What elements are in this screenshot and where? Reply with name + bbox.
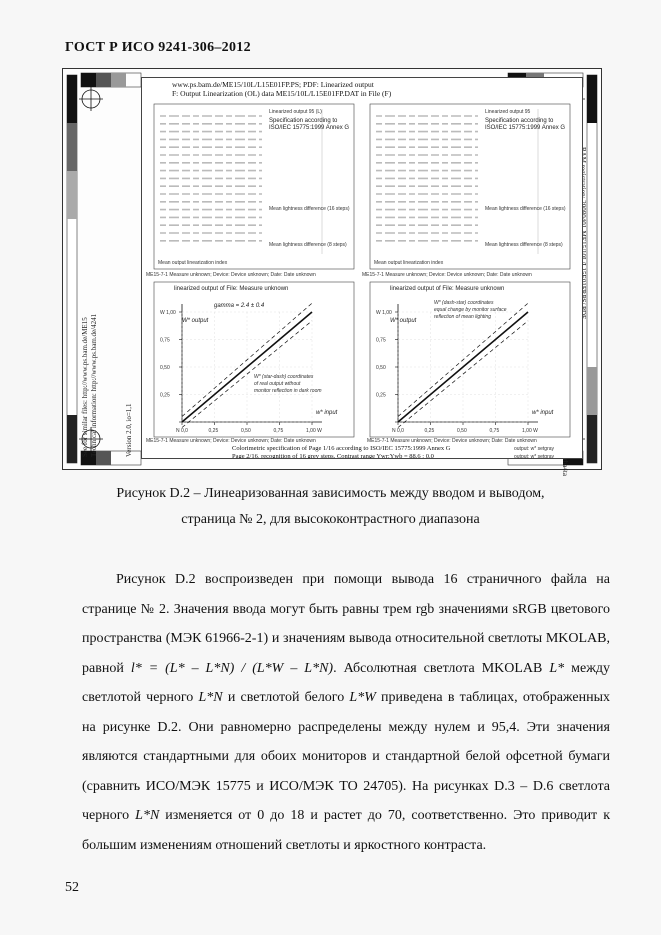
x-tick-label: N 0,0 bbox=[176, 428, 188, 434]
chart-left-annotation-1: W* (star-dash) coordinates bbox=[254, 374, 314, 380]
lightness-formula: l* = (L* – L*N) / (L*W – L*N) bbox=[130, 660, 334, 676]
figure-bottom-right-text: ME15-7-1 Measure unknown; Device: Device unknown; Date: Date unknown bbox=[367, 438, 537, 444]
chart-left bbox=[154, 282, 354, 437]
x-tick-label: 0,75 bbox=[489, 428, 500, 434]
figure-content bbox=[141, 77, 583, 459]
table-left-note-3: Mean output linearization index bbox=[158, 260, 228, 266]
chart-right-annotation-2: equal change by monitor surface bbox=[434, 307, 507, 313]
x-tick-label: 0,25 bbox=[208, 428, 219, 434]
chart-left-annotation-top: gamma = 2.4 ± 0.4 bbox=[214, 303, 265, 309]
table-left-header: Linearized output 95 (L) bbox=[269, 109, 322, 115]
x-tick-label: 0,50 bbox=[241, 428, 251, 434]
chart-right-y-label: W* output bbox=[390, 318, 417, 324]
x-tick-label: 0,75 bbox=[273, 428, 284, 434]
table-right-header: Linearized output 95 bbox=[485, 109, 531, 115]
chart-right bbox=[370, 282, 570, 437]
y-tick-label: 0,50 bbox=[160, 365, 170, 371]
document-header: ГОСТ Р ИСО 9241-306–2012 bbox=[65, 40, 251, 55]
x-tick-label: 0,25 bbox=[424, 428, 435, 434]
figure-title-line-1: www.ps.bam.de/ME15/10L/L15E01FP.PS; PDF: Linearized output bbox=[172, 80, 374, 89]
table-right bbox=[370, 104, 570, 269]
table-left-note-1: Mean lightness difference (16 steps) bbox=[269, 206, 350, 212]
y-tick-label: 0,25 bbox=[160, 392, 170, 399]
chart-left-y-label: W* output bbox=[182, 318, 209, 324]
x-tick-label: 0,50 bbox=[457, 428, 467, 434]
y-tick-label: W 1,00 bbox=[376, 310, 392, 316]
x-tick-label: 1,00 W bbox=[306, 428, 322, 434]
chart-right-title: linearized output of File: Measure unknown bbox=[390, 286, 505, 292]
table-right-note-3: Mean output linearization index bbox=[374, 260, 444, 266]
y-tick-label: 0,75 bbox=[160, 337, 170, 344]
table-right-spec-2: ISO/IEC 15775:1999 Annex G bbox=[485, 125, 566, 131]
figure-side-left-text: See for similar files: http://www.ps.bam.de/ME15 Technical information: http://www.ps.bam.de/4241 Version 2.0, io=1,1 bbox=[81, 313, 133, 457]
x-tick-label: N 0,0 bbox=[392, 428, 404, 434]
x-tick-label: 1,00 W bbox=[522, 428, 538, 434]
chart-left-title: linearized output of File: Measure unknown bbox=[174, 286, 289, 292]
chart-right-x-label: w* input bbox=[532, 410, 554, 416]
chart-right-annotation-1: W* (dash-star) coordinates bbox=[434, 300, 494, 306]
figure-side-right-text: BAM registration: 20080401-ME15/10L/L15E01FP.PS/.PDF Application for achromatic display output with CIELAB contrast range L*r/L*b = 95.4 : 0.0 BAM material: code=rha4ta bbox=[561, 147, 587, 476]
page-number: 52 bbox=[65, 880, 79, 895]
table-left-spec-1: Specification according to bbox=[269, 118, 338, 124]
table-right-spec-1: Specification according to bbox=[485, 118, 554, 124]
chart-right-annotation-3: reflection of mean lighting bbox=[434, 314, 491, 320]
figure-caption-line-1: Рисунок D.2 – Линеаризованная зависимость между вводом и выводом, bbox=[116, 486, 545, 501]
table-right-footer: ME15-7-1 Measure unknown; Device: Device unknown; Date: Date unknown bbox=[362, 272, 532, 278]
chart-left-annotation-3: monitor reflection in dark room bbox=[254, 388, 322, 394]
figure-footer-right-2: output: w* setgray bbox=[514, 454, 555, 459]
table-right-note-1: Mean lightness difference (16 steps) bbox=[485, 206, 566, 212]
figure-footer-right-1: output: w* setgray bbox=[514, 446, 555, 452]
figure-footer-line-2: Page 2/16, recognition of 16 grey steps. Contrast range Ywr:Ywb = 88.6 : 0.0 bbox=[232, 453, 434, 459]
chart-left-x-label: w* input bbox=[316, 410, 338, 416]
figure-caption-line-2: страница № 2, для высококонтрастного диапазона bbox=[181, 512, 480, 527]
figure-footer-line-1: Colorimetric specification of Page 1/16 according to ISO/IEC 15775:1999 Annex G bbox=[232, 445, 451, 452]
y-tick-label: 0,25 bbox=[376, 392, 386, 399]
figure-d2 bbox=[62, 68, 602, 476]
body-paragraph: Рисунок D.2 воспроизведен при помощи вывода 16 страничного файла на странице № 2. Значения ввода могут быть равны трем rgb значениями sRGB цветового пространства (МЭК 61966-2-1) и значениям вывода относительной светлоты MKOLAB, равной l* = (L* – L*N) / (L*W – L*N). Абсолютная светлота MKOLAB L* между светлотой черного L*N и светлотой белого L*W приведена в таблицах, отображенных на рисунке D.2. Они равномерно распределены между нулем и 95,4. Эти значения являются стандартными для обоих мониторов и стандартной белой офсетной бумаги (сравнить ИСО/МЭК 15775 и ИСО/МЭК ТО 24705). На рисунках D.3 – D.6 светлота черного L*N изменяется от 0 до 18 и растет до 70, соответственно. Это приводит к большим изменениям отношений светлоты и яркостного контраста. bbox=[82, 572, 611, 853]
y-tick-label: 0,75 bbox=[376, 337, 386, 344]
table-left-spec-2: ISO/IEC 15775:1999 Annex G bbox=[269, 125, 350, 131]
table-left-footer: ME15-7-1 Measure unknown; Device: Device unknown; Date: Date unknown bbox=[146, 272, 316, 278]
table-right-note-2: Mean lightness difference (8 steps) bbox=[485, 242, 563, 248]
figure-bottom-left-text: ME15-7-1 Measure unknown; Device: Device unknown; Date: Date unknown bbox=[146, 438, 316, 444]
table-left-note-2: Mean lightness difference (8 steps) bbox=[269, 242, 347, 248]
table-left bbox=[154, 104, 354, 269]
y-tick-label: 0,50 bbox=[376, 365, 386, 371]
chart-left-annotation-2: of real output without bbox=[254, 381, 301, 387]
figure-title-line-2: F: Output Linearization (OL) data ME15/10L/L15E01FP.DAT in File (F) bbox=[172, 89, 392, 98]
y-tick-label: W 1,00 bbox=[160, 310, 176, 316]
